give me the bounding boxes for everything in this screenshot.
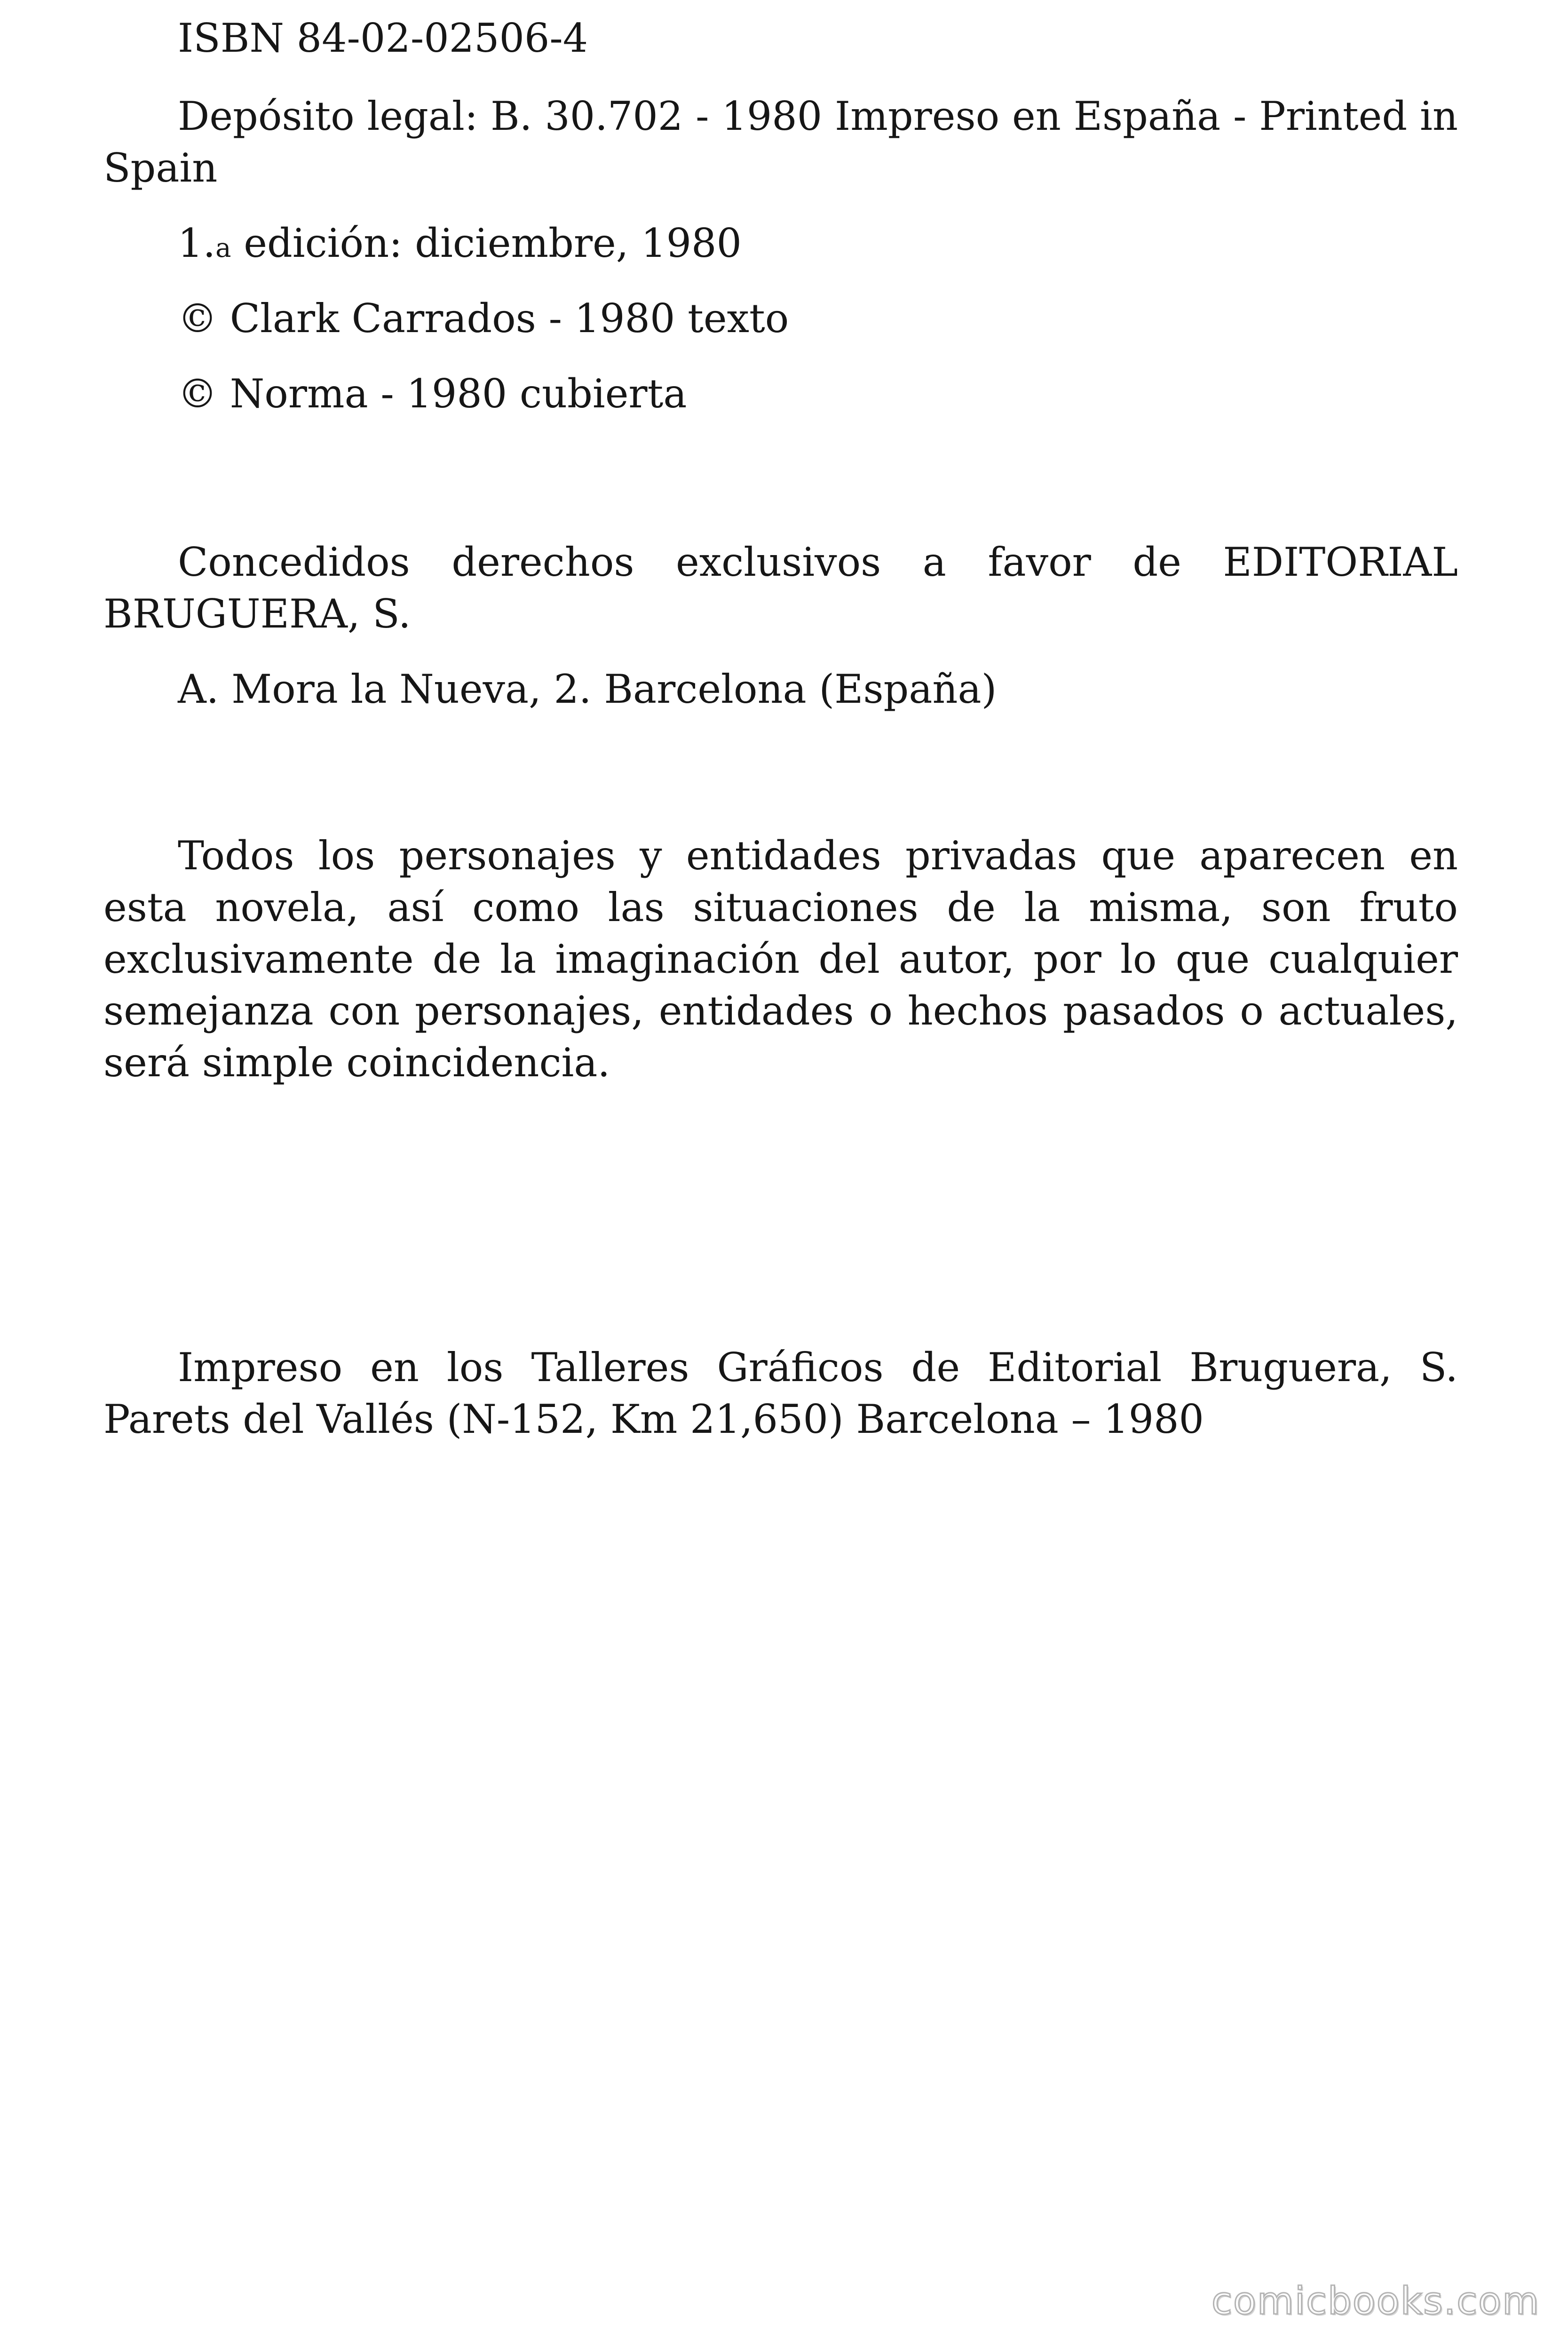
deposito-legal-paragraph: Depósito legal: B. 30.702 - 1980 Impreso en España - Printed in Spain bbox=[103, 93, 1458, 191]
printer-paragraph: Impreso en los Talleres Gráficos de Editorial Bruguera, S. Parets del Vallés (N-152, Km 21,650) Barcelona – 1980 bbox=[103, 1344, 1458, 1442]
edition-date: edición: diciembre, 1980 bbox=[231, 220, 742, 266]
fiction-disclaimer-paragraph: Todos los personajes y entidades privadas que aparecen en esta novela, así como las situaciones de la misma, son fruto exclusivamente de la imaginación del autor, por lo que cualquier semejanza con personajes, entidades o hechos pasados o actuales, será simple coincidencia. bbox=[103, 833, 1458, 1086]
isbn-line: ISBN 84-02-02506-4 bbox=[178, 15, 588, 61]
copyright-cover-line: © Norma - 1980 cubierta bbox=[178, 371, 687, 417]
copyright-text-line: © Clark Carrados - 1980 texto bbox=[178, 295, 789, 342]
rights-paragraph: Concedidos derechos exclusivos a favor de EDITORIAL BRUGUERA, S. bbox=[103, 539, 1458, 637]
edition-line bbox=[103, 217, 1458, 274]
edition-number: 1. bbox=[178, 220, 216, 266]
publisher-address-line: A. Mora la Nueva, 2. Barcelona (España) bbox=[178, 666, 997, 712]
edition-ordinal-superscript: a bbox=[215, 233, 231, 263]
watermark-logo: comicbooks.com bbox=[1211, 2279, 1540, 2323]
